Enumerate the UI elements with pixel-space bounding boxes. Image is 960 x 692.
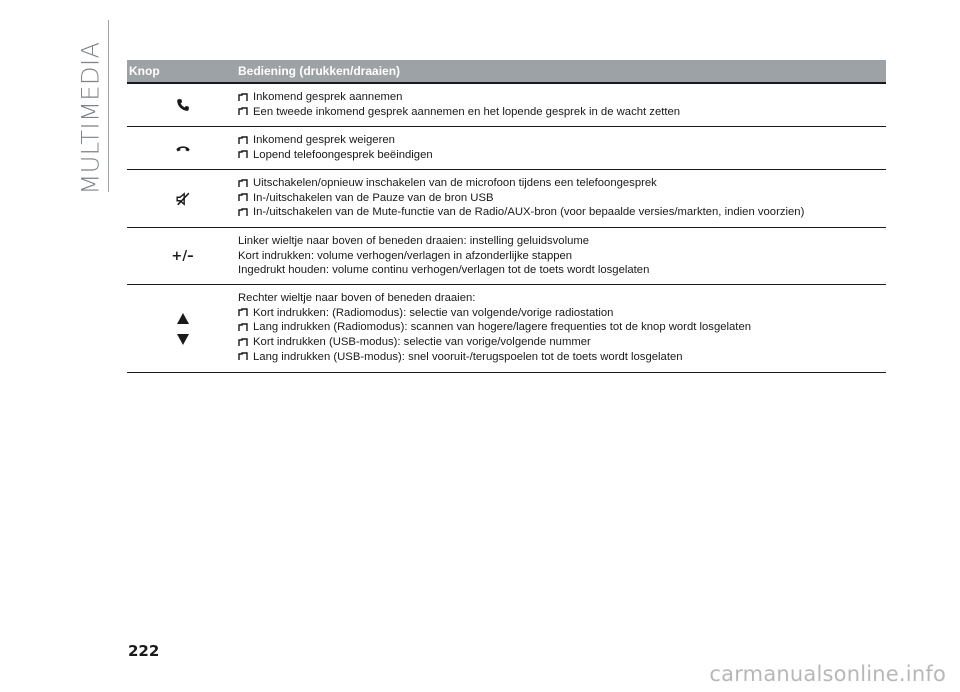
- description-text: Lopend telefoongesprek beëindigen: [253, 148, 433, 161]
- knop-cell: [127, 228, 238, 284]
- description-line: [238, 205, 886, 220]
- mute-icon: [176, 192, 190, 206]
- table-row: [127, 84, 886, 127]
- description-text: Een tweede inkomend gesprek aannemen en het lopende gesprek in de wacht zetten: [253, 105, 681, 118]
- description-text: Inkomend gesprek weigeren: [253, 134, 395, 147]
- bullet-icon: [238, 150, 248, 159]
- description-text: Kort indrukken (USB-modus): selectie van vorige/volgende nummer: [253, 336, 591, 349]
- section-title: [70, 41, 110, 195]
- description-cell: [238, 84, 886, 126]
- bullet-icon: [238, 308, 248, 317]
- bullet-icon: [238, 338, 248, 347]
- description-line: [238, 349, 886, 364]
- watermark: carmanualsonline.info: [709, 662, 946, 686]
- table-row: [127, 228, 886, 285]
- up-down-arrows-icon: [176, 311, 190, 347]
- table-row: [127, 285, 886, 373]
- bullet-icon: [238, 93, 248, 102]
- description-text: Kort indrukken: (Radiomodus): selectie van volgende/vorige radiostation: [253, 306, 614, 319]
- description-cell: [238, 170, 886, 227]
- bullet-icon: [238, 179, 248, 188]
- controls-table: [127, 60, 886, 373]
- bullet-icon: [238, 323, 248, 332]
- description-text: Inkomend gesprek aannemen: [253, 91, 403, 104]
- section-title-text: MULTIMEDIA: [76, 41, 104, 195]
- table-row: [127, 170, 886, 228]
- bullet-icon: [238, 107, 248, 116]
- volume-symbol: +/–: [171, 248, 194, 264]
- bullet-icon: [238, 208, 248, 217]
- knop-cell: [127, 170, 238, 227]
- description-line: [238, 335, 886, 350]
- description-text: Ingedrukt houden: volume continu verhogen/verlagen tot de toets wordt losgelaten: [238, 264, 650, 277]
- bullet-icon: [238, 136, 248, 145]
- table-header: [127, 60, 886, 84]
- phone-hangup-icon: [175, 143, 191, 153]
- knop-cell: [127, 84, 238, 126]
- description-line: [238, 176, 886, 191]
- description-text: Rechter wieltje naar boven of beneden draaien:: [238, 292, 476, 305]
- description-line: [238, 148, 886, 163]
- description-line: [238, 291, 886, 306]
- description-cell: [238, 127, 886, 169]
- description-line: [238, 263, 886, 278]
- description-text: In-/uitschakelen van de Pauze van de bron USB: [253, 191, 494, 204]
- bullet-icon: [238, 193, 248, 202]
- description-text: In-/uitschakelen van de Mute-functie van de Radio/AUX-bron (voor bepaalde versies/markten, indien voorzien): [253, 206, 805, 219]
- description-line: [238, 249, 886, 264]
- description-line: [238, 234, 886, 249]
- table-row: [127, 127, 886, 170]
- description-text: Lang indrukken (USB-modus): snel vooruit-/terugspoelen tot de toets wordt losgelaten: [253, 350, 683, 363]
- description-text: Lang indrukken (Radiomodus): scannen van hogere/lagere frequenties tot de knop wordt losgelaten: [253, 321, 752, 334]
- knop-cell: [127, 285, 238, 372]
- description-line: [238, 133, 886, 148]
- header-knop: Knop: [129, 64, 160, 78]
- phone-answer-icon: [176, 98, 190, 112]
- header-bediening: Bediening (drukken/draaien): [238, 64, 401, 78]
- knop-cell: [127, 127, 238, 169]
- description-cell: [238, 285, 886, 372]
- bullet-icon: [238, 352, 248, 361]
- page-number: 222: [128, 642, 160, 660]
- description-line: [238, 191, 886, 206]
- description-line: [238, 105, 886, 120]
- description-line: [238, 90, 886, 105]
- description-line: [238, 306, 886, 321]
- description-text: Linker wieltje naar boven of beneden draaien: instelling geluidsvolume: [238, 235, 590, 248]
- description-line: [238, 320, 886, 335]
- description-text: Kort indrukken: volume verhogen/verlagen in afzonderlijke stappen: [238, 249, 573, 262]
- description-cell: [238, 228, 886, 284]
- description-text: Uitschakelen/opnieuw inschakelen van de microfoon tijdens een telefoongesprek: [253, 177, 657, 190]
- section-divider: [108, 20, 109, 192]
